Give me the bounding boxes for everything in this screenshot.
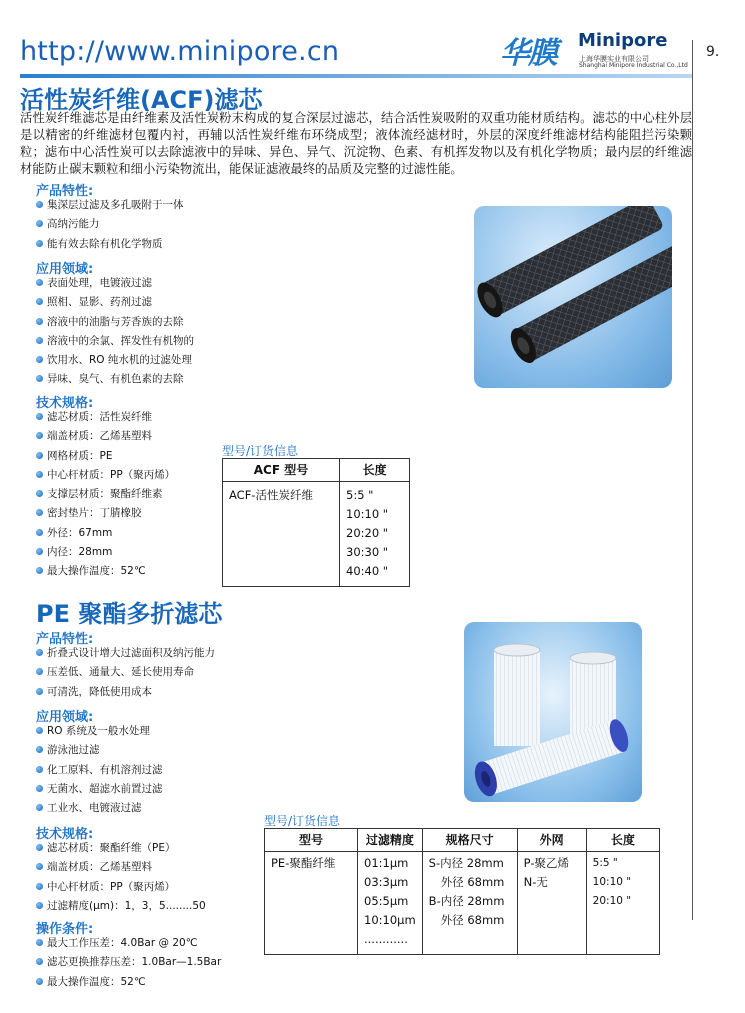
right-margin-line (692, 40, 693, 920)
bullet-icon (36, 490, 43, 497)
header-divider (20, 74, 692, 78)
bullet-icon (36, 413, 43, 420)
bullet-icon (36, 240, 43, 247)
acf-intro: 活性炭纤维滤芯是由纤维素及活性炭粉末构成的复合深层过滤芯，结合活性炭吸附的双重功能材质结构。滤芯的中心柱外层是以精密的纤维滤材包覆内衬，再辅以活性炭纤维布环绕成型；液体流经滤材时，外层的深度纤维滤材结构能阻拦污染颗粒；滤布中心活性炭可以去除滤液中的异味、异色、异气、沉淀物、色素、有机挥发物以及有机化学物质；最内层的纤维滤材能防止碳末颗粒和细小污染物流出，能保证滤液最终的品质及完整的过滤性能。 (20, 111, 692, 176)
pe-product-photo (464, 622, 642, 802)
pe-cartridge-image (464, 622, 642, 802)
list-item: 密封垫片：丁腈橡胶 (36, 504, 175, 523)
bullet-icon (36, 375, 43, 382)
acf-specs-list (36, 408, 175, 582)
table-cell-lengths: 5:5 " 10:10 " 20:20 " 30:30 " 40:40 " (340, 482, 410, 587)
logo-sub-cn: 上海华膜实业有限公司 (579, 55, 649, 63)
acf-table-caption: 型号/订货信息 (222, 444, 299, 458)
bullet-icon (36, 452, 43, 459)
table-cell-size: S-内径 28mm 外径 68mm B-内径 28mm 外径 68mm (422, 852, 517, 955)
bullet-icon (36, 548, 43, 555)
bullet-icon (36, 649, 43, 656)
list-item: 游泳池过滤 (36, 741, 163, 760)
list-item: 工业水、电镀液过滤 (36, 799, 163, 818)
list-item: 可清洗，降低使用成本 (36, 683, 215, 702)
acf-features-title: 产品特性: (36, 184, 94, 199)
list-item: 集深层过滤及多孔吸附于一体 (36, 196, 184, 215)
bullet-icon (36, 220, 43, 227)
logo-en: Minipore (578, 30, 668, 51)
list-item: 滤芯材质：聚酯纤维（PE） (36, 839, 206, 858)
list-item: 化工原料、有机溶剂过滤 (36, 761, 163, 780)
list-item: 折叠式设计增大过滤面积及纳污能力 (36, 644, 215, 663)
table-cell-lengths: 5:5 " 10:10 " 20:10 " (586, 852, 659, 955)
table-header: 规格尺寸 (422, 829, 517, 852)
list-item: 网格材质：PE (36, 447, 175, 466)
bullet-icon (36, 785, 43, 792)
list-item: 端盖材质：乙烯基塑料 (36, 427, 175, 446)
table-cell-precision: 01:1μm 03:3μm 05:5μm 10:10μm ............ (358, 852, 423, 955)
acf-applications-title: 应用领域: (36, 262, 94, 277)
table-header: ACF 型号 (223, 459, 340, 482)
list-item: 最大操作温度：52℃ (36, 973, 221, 992)
list-item: 能有效去除有机化学物质 (36, 235, 184, 254)
pe-ops-title: 操作条件: (36, 922, 94, 937)
table-header: 型号 (265, 829, 358, 852)
list-item: RO 系统及一般水处理 (36, 722, 163, 741)
pe-table-caption: 型号/订货信息 (264, 814, 341, 828)
pe-order-table (264, 828, 660, 955)
list-item: 溶液中的余氯、挥发性有机物的 (36, 332, 194, 351)
bullet-icon (36, 432, 43, 439)
list-item: 端盖材质：乙烯基塑料 (36, 858, 206, 877)
list-item: 无菌水、超滤水前置过滤 (36, 780, 163, 799)
table-header: 外网 (517, 829, 586, 852)
bullet-icon (36, 727, 43, 734)
acf-applications-list (36, 274, 194, 390)
table-header: 长度 (340, 459, 410, 482)
site-url[interactable]: http://www.minipore.cn (20, 36, 340, 67)
acf-specs-title: 技术规格: (36, 396, 94, 411)
pe-ops-list (36, 934, 221, 992)
pe-features-title: 产品特性: (36, 632, 94, 647)
page-number: 9. (706, 44, 720, 60)
acf-product-photo (474, 206, 672, 388)
bullet-icon (36, 844, 43, 851)
list-item: 内径：28mm (36, 543, 175, 562)
company-logo (500, 26, 700, 72)
logo-cn: 华膜 (500, 36, 556, 71)
list-item: 溶液中的油脂与芳香族的去除 (36, 313, 194, 332)
acf-order-table (222, 458, 410, 587)
bullet-icon (36, 939, 43, 946)
bullet-icon (36, 509, 43, 516)
list-item: 照相、显影、药剂过滤 (36, 293, 194, 312)
bullet-icon (36, 863, 43, 870)
bullet-icon (36, 978, 43, 985)
list-item: 外径：67mm (36, 524, 175, 543)
table-cell-model: PE-聚酯纤维 (265, 852, 358, 955)
acf-features-list (36, 196, 184, 254)
table-cell-mesh: P-聚乙烯 N-无 (517, 852, 586, 955)
bullet-icon (36, 279, 43, 286)
bullet-icon (36, 471, 43, 478)
bullet-icon (36, 337, 43, 344)
bullet-icon (36, 804, 43, 811)
bullet-icon (36, 766, 43, 773)
logo-sub-en: Shanghai Minipore Industrial Co.,Ltd (579, 62, 688, 69)
list-item: 滤芯材质：活性炭纤维 (36, 408, 175, 427)
pe-title: PE 聚酯多折滤芯 (36, 600, 223, 628)
list-item: 滤芯更换推荐压差：1.0Bar—1.5Bar (36, 953, 221, 972)
table-header: 长度 (586, 829, 659, 852)
list-item: 压差低、通量大、延长使用寿命 (36, 663, 215, 682)
list-item: 最大操作温度：52℃ (36, 562, 175, 581)
bullet-icon (36, 746, 43, 753)
bullet-icon (36, 668, 43, 675)
acf-cartridge-image (474, 206, 672, 388)
bullet-icon (36, 567, 43, 574)
bullet-icon (36, 298, 43, 305)
bullet-icon (36, 902, 43, 909)
pe-applications-list (36, 722, 163, 818)
bullet-icon (36, 688, 43, 695)
list-item: 高纳污能力 (36, 215, 184, 234)
pe-specs-title: 技术规格: (36, 827, 94, 842)
bullet-icon (36, 883, 43, 890)
list-item: 中心杆材质：PP（聚丙烯） (36, 878, 206, 897)
list-item: 过滤精度(μm)：1，3，5........50 (36, 897, 206, 916)
list-item: 支撑层材质：聚酯纤维素 (36, 485, 175, 504)
table-header: 过滤精度 (358, 829, 423, 852)
bullet-icon (36, 529, 43, 536)
list-item: 饮用水、RO 纯水机的过滤处理 (36, 351, 194, 370)
bullet-icon (36, 201, 43, 208)
bullet-icon (36, 958, 43, 965)
table-cell-model: ACF-活性炭纤维 (223, 482, 340, 587)
list-item: 中心杆材质：PP（聚丙烯） (36, 466, 175, 485)
list-item: 最大工作压差：4.0Bar @ 20℃ (36, 934, 221, 953)
bullet-icon (36, 318, 43, 325)
list-item: 异味、臭气、有机色素的去除 (36, 370, 194, 389)
pe-specs-list (36, 839, 206, 916)
bullet-icon (36, 356, 43, 363)
pe-applications-title: 应用领域: (36, 710, 94, 725)
list-item: 表面处理，电镀液过滤 (36, 274, 194, 293)
pe-features-list (36, 644, 215, 702)
acf-title: 活性炭纤维(ACF)滤芯 (20, 86, 263, 114)
